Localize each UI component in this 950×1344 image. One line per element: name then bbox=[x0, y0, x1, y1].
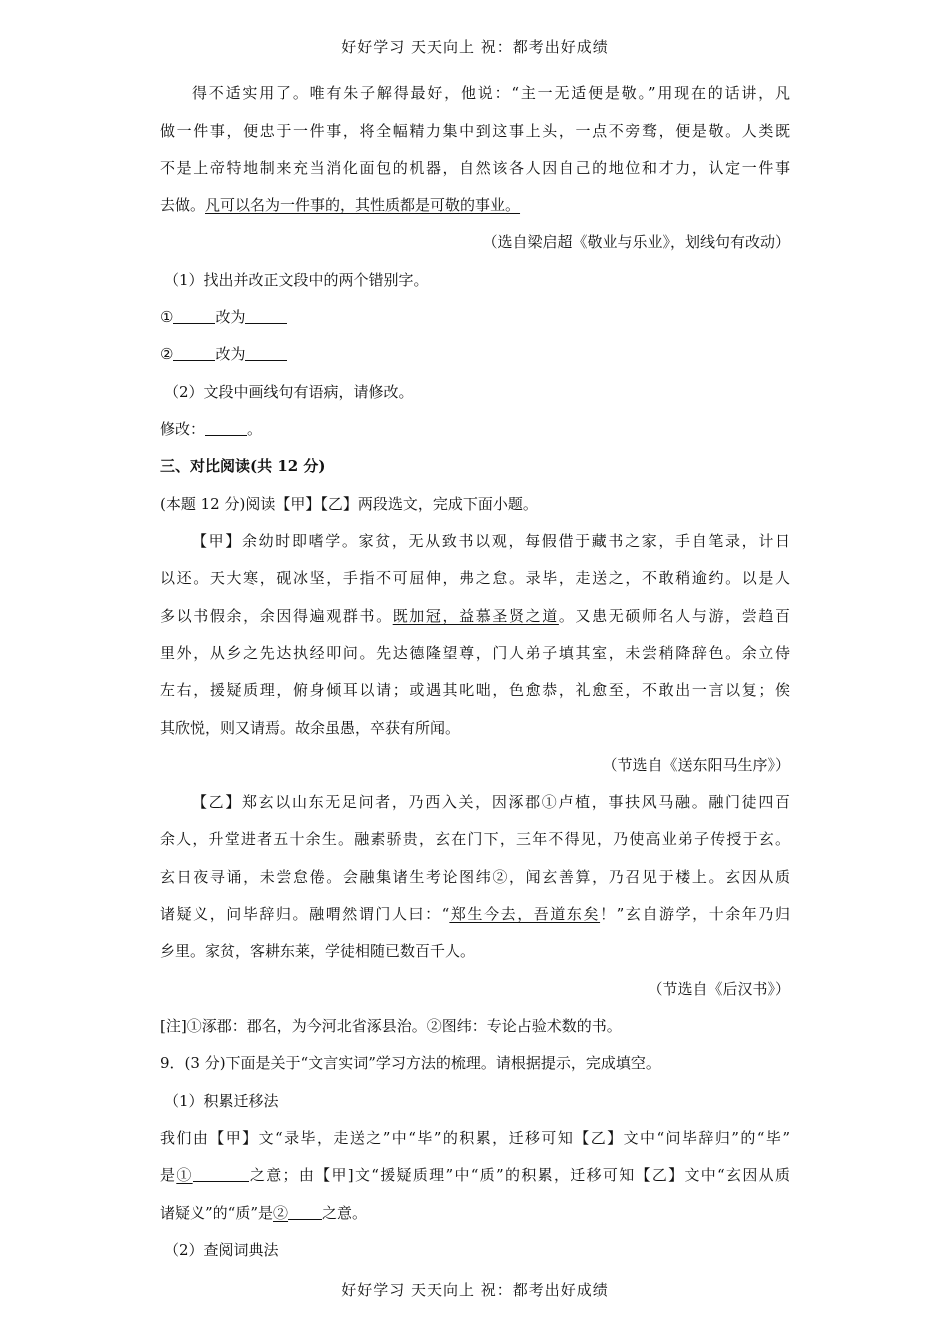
section-title: 三、对比阅读(共 12 分) bbox=[160, 457, 326, 475]
change-label: 改为 bbox=[215, 308, 246, 326]
underlined-sentence: 凡可以名为一件事的，其性质都是可敬的事业。 bbox=[205, 196, 521, 214]
q1-prompt: （1）找出并改正文段中的两个错别字。 bbox=[164, 271, 429, 289]
answer-blank[interactable] bbox=[193, 1167, 249, 1182]
section-intro: (本题 12 分)阅读【甲】【乙】两段选文，完成下面小题。 bbox=[160, 495, 538, 513]
annotation-note: [注]①涿郡：郡名，为今河北省涿县治。②图纬：专论占验术数的书。 bbox=[160, 1017, 622, 1035]
answer-blank[interactable] bbox=[245, 309, 287, 324]
q2-answer bbox=[160, 419, 790, 439]
page-header: 好好学习 天天向上 祝：都考出好成绩 bbox=[341, 38, 609, 56]
answer-blank[interactable] bbox=[205, 421, 247, 436]
q9-sub1: （1）积累迁移法 bbox=[164, 1092, 279, 1110]
underlined-sentence: 既加冠，益慕圣贤之道 bbox=[392, 607, 559, 625]
text: 【乙】郑玄以山东无足问者，乃西入关，因涿郡①卢植，事扶风马融。融门徒四百 bbox=[192, 793, 790, 811]
yi-source: （节选自《后汉书》） bbox=[647, 980, 790, 998]
jia-line bbox=[160, 531, 790, 551]
yi-line: 余人，升堂进者五十余生。融素骄贵，玄在门下，三年不得见，乃使高业弟子传授于玄。 bbox=[160, 830, 790, 848]
answer-blank[interactable] bbox=[245, 346, 287, 361]
item-number: ② bbox=[160, 345, 174, 363]
answer-blank[interactable] bbox=[288, 1205, 322, 1220]
jia-line: 左右，援疑质理，俯身倾耳以请；或遇其叱咄，色愈恭，礼愈至，不敢出一言以复；俟 bbox=[160, 681, 790, 699]
q9-title: 9．(3 分)下面是关于“文言实词”学习方法的梳理。请根据提示，完成填空。 bbox=[160, 1054, 661, 1072]
text: 之意。 bbox=[322, 1204, 368, 1222]
q1-item-1 bbox=[160, 307, 790, 327]
text: 。又患无硕师名人与游，尝趋百 bbox=[558, 607, 790, 625]
period: 。 bbox=[247, 420, 263, 438]
blank-number: ② bbox=[273, 1204, 289, 1222]
q9-paragraph bbox=[160, 1165, 790, 1185]
q2-prompt: （2）文段中画线句有语病，请修改。 bbox=[164, 383, 414, 401]
text: 得不适实用了。唯有朱子解得最好，他说：“主一无适便是敬。”用现在的话讲，凡 bbox=[192, 84, 790, 102]
text: ！”玄自游学，十余年乃归 bbox=[600, 905, 790, 923]
q9-sub2: （2）查阅词典法 bbox=[164, 1241, 279, 1259]
blank-number: ① bbox=[176, 1166, 193, 1184]
q9-paragraph: 我们由【甲】文“录毕，走送之”中“毕”的积累，迁移可知【乙】文中“问毕辞归”的“毕” bbox=[160, 1129, 790, 1147]
text: 之意；由【甲]文“援疑质理”中“质”的积累，迁移可知【乙】文中“玄因从质 bbox=[248, 1166, 790, 1184]
q9-paragraph bbox=[160, 1203, 790, 1223]
answer-label: 修改： bbox=[160, 420, 206, 438]
yi-line: 玄日夜寻诵，未尝怠倦。会融集诸生考论图纬②，闻玄善算，乃召见于楼上。玄因从质 bbox=[160, 868, 790, 886]
yi-line bbox=[160, 904, 790, 924]
passage1-source: （选自梁启超《敬业与乐业》，划线句有改动） bbox=[482, 233, 790, 251]
text: 多以书假余，余因得遍观群书。 bbox=[160, 607, 393, 625]
jia-line: 里外，从乡之先达执经叩问。先达德隆望尊，门人弟子填其室，未尝稍降辞色。余立侍 bbox=[160, 644, 790, 662]
answer-blank[interactable] bbox=[173, 346, 215, 361]
jia-line: 以还。天大寒，砚冰坚，手指不可屈伸，弗之怠。录毕，走送之，不敢稍逾约。以是人 bbox=[160, 569, 790, 587]
page-footer: 好好学习 天天向上 祝：都考出好成绩 bbox=[341, 1281, 609, 1299]
jia-line: 其欣悦，则又请焉。故余虽愚，卒获有所闻。 bbox=[160, 719, 461, 737]
passage1-line: 不是上帝特地制来充当消化面包的机器，自然该各人因自己的地位和才力，认定一件事 bbox=[160, 159, 790, 177]
text: 是 bbox=[160, 1166, 177, 1184]
text: 诸疑义”的“质”是 bbox=[160, 1204, 274, 1222]
change-label: 改为 bbox=[215, 345, 246, 363]
text: 【甲】余幼时即嗜学。家贫，无从致书以观，每假借于藏书之家，手自笔录，计日 bbox=[192, 532, 790, 550]
passage1-line bbox=[160, 195, 790, 215]
text: 去做。 bbox=[160, 196, 206, 214]
jia-source: （节选自《送东阳马生序》） bbox=[602, 756, 790, 774]
text: 诸疑义，问毕辞归。融喟然谓门人曰：“ bbox=[160, 905, 450, 923]
q1-item-2 bbox=[160, 344, 790, 364]
underlined-sentence: 郑生今去，吾道东矣 bbox=[449, 905, 601, 923]
item-number: ① bbox=[160, 308, 174, 326]
answer-blank[interactable] bbox=[173, 309, 215, 324]
passage1-line bbox=[160, 83, 790, 103]
yi-line bbox=[160, 792, 790, 812]
passage1-line: 做一件事，便忠于一件事，将全幅精力集中到这事上头，一点不旁骛，便是敬。人类既 bbox=[160, 122, 790, 140]
yi-line: 乡里。家贫，客耕东莱，学徒相随已数百千人。 bbox=[160, 942, 476, 960]
jia-line bbox=[160, 606, 790, 626]
